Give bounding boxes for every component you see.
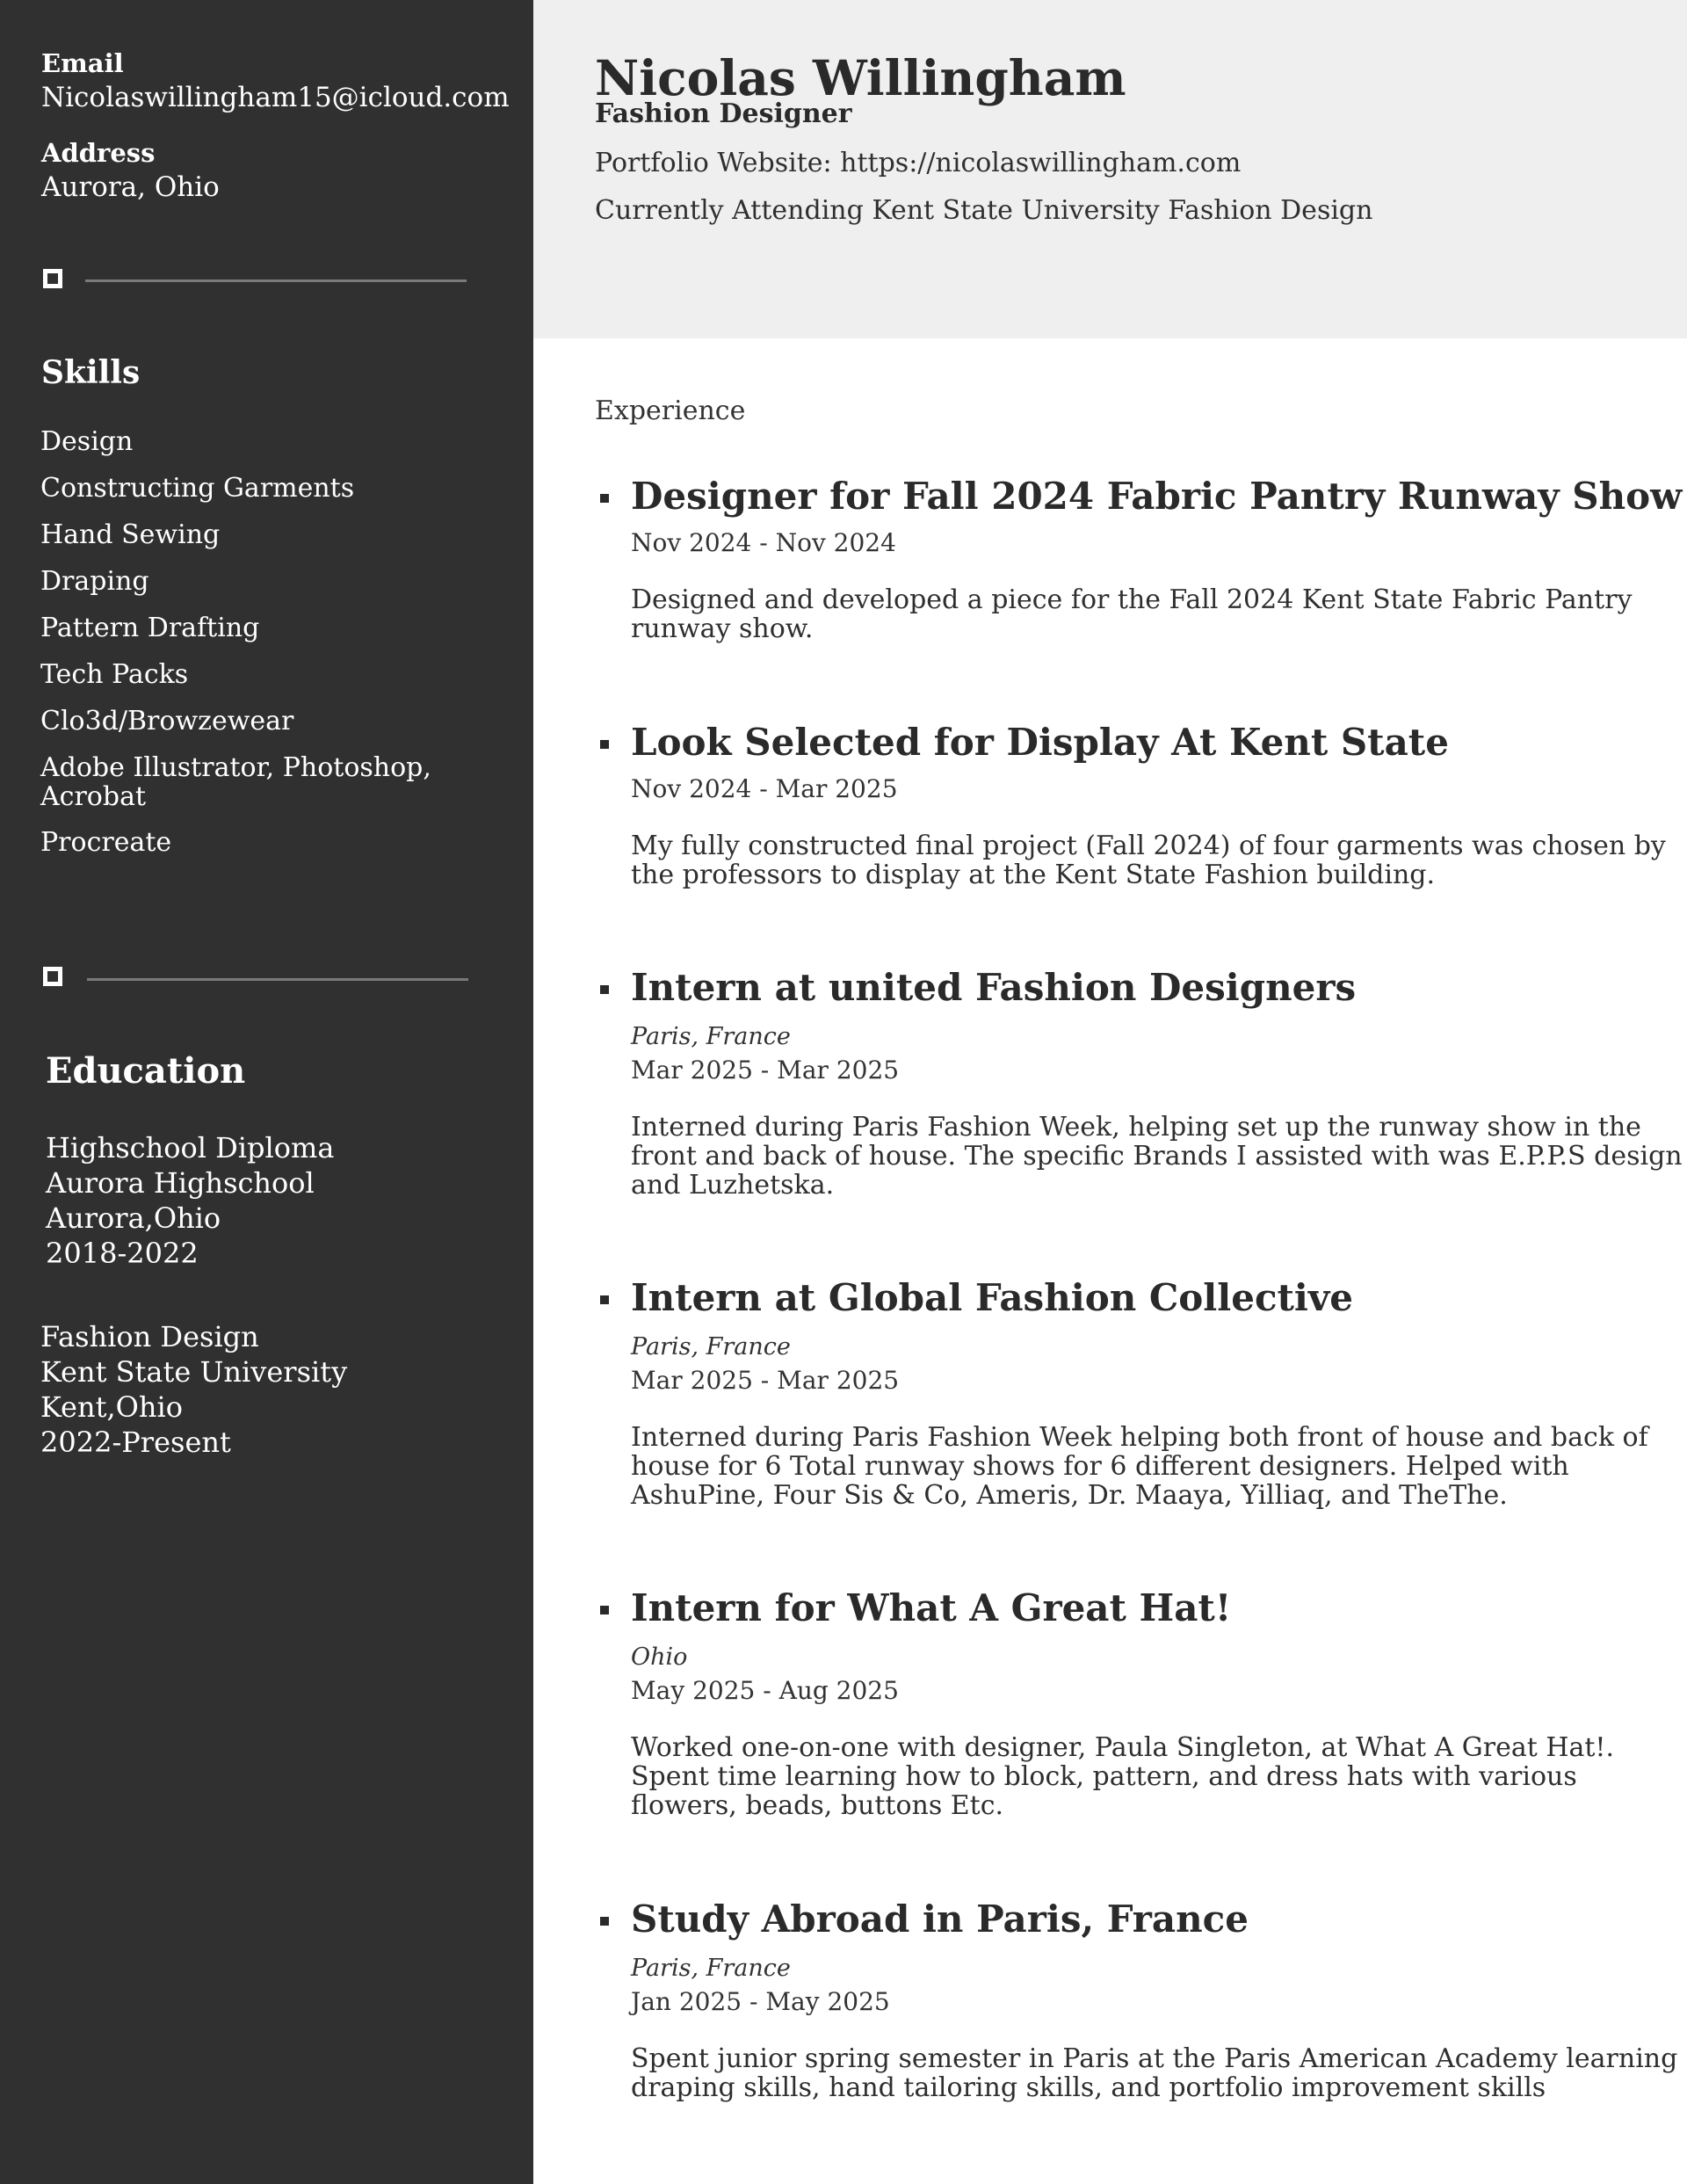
header bbox=[533, 0, 1687, 338]
experience-title: Study Abroad in Paris, France bbox=[631, 1897, 1249, 1941]
divider-line bbox=[87, 978, 468, 981]
education-degree: Highschool Diploma bbox=[46, 1131, 335, 1165]
bullet-icon bbox=[600, 740, 609, 749]
experience-title: Intern at Global Fashion Collective bbox=[631, 1276, 1353, 1319]
bullet-icon bbox=[600, 494, 609, 503]
email-value[interactable]: Nicolaswillingham15@icloud.com bbox=[41, 82, 510, 113]
experience-dates: Nov 2024 - Nov 2024 bbox=[631, 528, 896, 557]
bullet-icon bbox=[600, 1606, 609, 1614]
address-label: Address bbox=[41, 138, 156, 168]
experience-description: My fully constructed final project (Fall 2024) of four garments was chosen by the professors to display at the Kent State Fashion building. bbox=[631, 831, 1666, 890]
skill-item: Pattern Drafting bbox=[40, 613, 260, 643]
education-years: 2018-2022 bbox=[46, 1237, 199, 1270]
experience-description: Spent junior spring semester in Paris at the Paris American Academy learning draping skills, hand tailoring skills, and portfolio improvement skills bbox=[631, 2043, 1678, 2103]
experience-title: Look Selected for Display At Kent State bbox=[631, 721, 1449, 764]
experience-dates: Jan 2025 - May 2025 bbox=[631, 1987, 890, 2016]
skill-item: Procreate bbox=[40, 827, 172, 858]
page-title: Nicolas Willingham bbox=[595, 49, 1126, 106]
education-years: 2022-Present bbox=[40, 1426, 231, 1459]
experience-dates: Mar 2025 - Mar 2025 bbox=[631, 1056, 900, 1085]
skill-item: Tech Packs bbox=[40, 659, 189, 690]
education-school: Kent State University bbox=[40, 1355, 348, 1389]
experience-title: Intern for What A Great Hat! bbox=[631, 1586, 1232, 1629]
portfolio-link[interactable]: Portfolio Website: https://nicolaswillingham.com bbox=[595, 148, 1242, 178]
skill-item: Draping bbox=[40, 566, 149, 597]
education-school: Aurora Highschool bbox=[46, 1166, 315, 1200]
bullet-icon bbox=[600, 985, 609, 994]
skill-item: Constructing Garments bbox=[40, 473, 355, 504]
email-label: Email bbox=[41, 48, 124, 78]
experience-description: Interned during Paris Fashion Week helping both front of house and back of house for 6 Total runway shows for 6 different designers. Helped with AshuPine, Four Sis & Co, Ameris, Dr. Maaya, Yilliaq, and TheThe. bbox=[631, 1422, 1648, 1511]
education-location: Aurora,Ohio bbox=[46, 1201, 221, 1235]
experience-location: Paris, France bbox=[631, 1955, 791, 1982]
skill-item: Hand Sewing bbox=[40, 519, 221, 550]
divider-square-icon bbox=[43, 269, 62, 288]
attending-line: Currently Attending Kent State University Fashion Design bbox=[595, 195, 1373, 226]
experience-title: Intern at united Fashion Designers bbox=[631, 966, 1357, 1009]
experience-description: Worked one-on-one with designer, Paula Singleton, at What A Great Hat!. Spent time learning how to block, pattern, and dress hats with various flowers, beads, buttons Etc. bbox=[631, 1732, 1615, 1821]
experience-location: Paris, France bbox=[631, 1333, 791, 1360]
experience-dates: Nov 2024 - Mar 2025 bbox=[631, 774, 898, 803]
education-heading: Education bbox=[46, 1050, 246, 1092]
divider-line bbox=[85, 279, 467, 282]
experience-description: Designed and developed a piece for the Fall 2024 Kent State Fabric Pantry runway show. bbox=[631, 584, 1633, 644]
bullet-icon bbox=[600, 1295, 609, 1304]
experience-location: Paris, France bbox=[631, 1023, 791, 1050]
education-location: Kent,Ohio bbox=[40, 1390, 183, 1424]
job-title: Fashion Designer bbox=[595, 98, 852, 129]
main-content bbox=[533, 0, 1687, 2184]
experience-dates: Mar 2025 - Mar 2025 bbox=[631, 1366, 900, 1395]
skills-heading: Skills bbox=[41, 354, 141, 391]
skill-item: Design bbox=[40, 426, 134, 457]
bullet-icon bbox=[600, 1917, 609, 1926]
experience-description: Interned during Paris Fashion Week, helping set up the runway show in the front and back of house. The specific Brands I assisted with was E.P.P.S design and Luzhetska. bbox=[631, 1112, 1683, 1201]
experience-heading: Experience bbox=[595, 395, 746, 426]
skill-item: Adobe Illustrator, Photoshop, bbox=[40, 752, 431, 783]
skill-item: Clo3d/Browzewear bbox=[40, 706, 294, 736]
address-value: Aurora, Ohio bbox=[41, 171, 220, 203]
experience-title: Designer for Fall 2024 Fabric Pantry Runway Show bbox=[631, 475, 1683, 518]
skill-item: Acrobat bbox=[40, 781, 147, 812]
divider-square-icon bbox=[43, 967, 62, 986]
sidebar bbox=[0, 0, 533, 2184]
experience-location: Ohio bbox=[631, 1643, 688, 1671]
experience-dates: May 2025 - Aug 2025 bbox=[631, 1676, 899, 1705]
education-degree: Fashion Design bbox=[40, 1320, 259, 1353]
